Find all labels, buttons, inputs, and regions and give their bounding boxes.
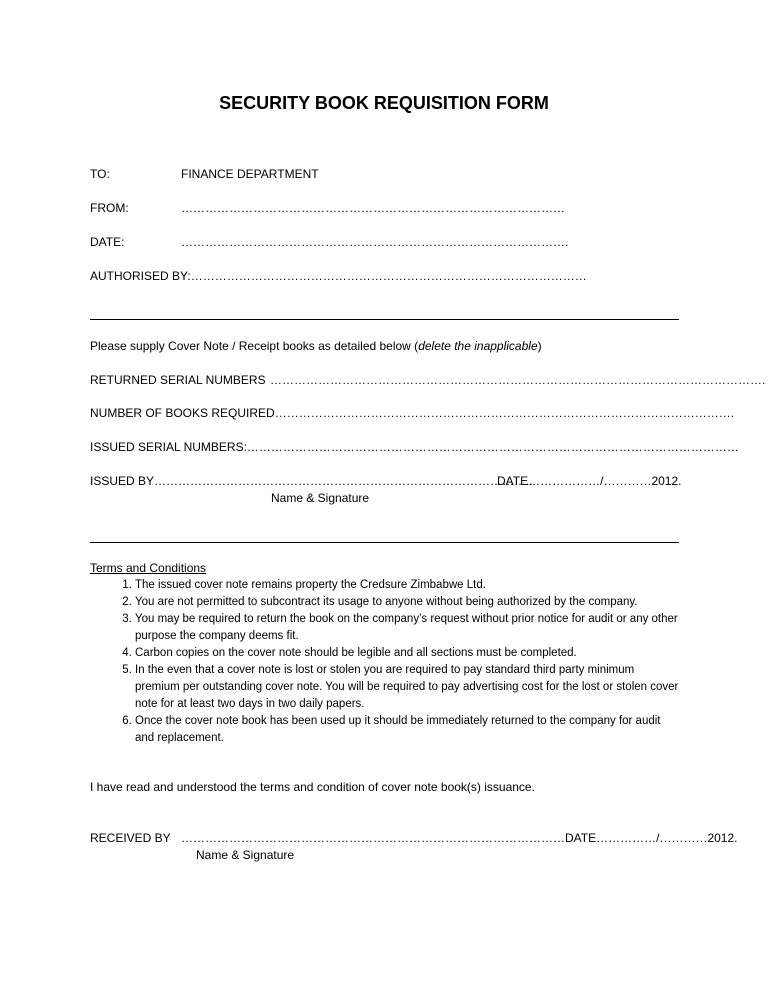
issued-date-field[interactable]: DATE………………/…………2012. <box>497 474 682 488</box>
terms-item: 1. The issued cover note remains property the Credsure Zimbabwe Ltd. <box>135 577 680 594</box>
terms-item: 3. You may be required to return the book on the company’s request without prior notice for audit or any other purpose the company deems fit. <box>135 611 680 645</box>
issued-by-field[interactable]: ISSUED BY………………………………………………………………………………….. <box>90 474 533 488</box>
received-signature-caption: Name & Signature <box>196 848 295 862</box>
to-value: FINANCE DEPARTMENT <box>181 167 319 181</box>
issued-signature-caption: Name & Signature <box>271 491 370 505</box>
terms-heading: Terms and Conditions <box>90 561 207 575</box>
received-by-label: RECEIVED BY <box>90 831 171 845</box>
from-label: FROM: <box>90 201 129 215</box>
form-title: SECURITY BOOK REQUISITION FORM <box>219 93 549 113</box>
returned-serial-label: RETURNED SERIAL NUMBERS <box>90 373 266 387</box>
issued-serial-field[interactable]: ISSUED SERIAL NUMBERS:…………………………………………………………………………………………………………… <box>90 440 739 454</box>
acknowledgement-text: I have read and understood the terms and condition of cover note book(s) issuance. <box>90 780 535 794</box>
books-required-field[interactable]: NUMBER OF BOOKS REQUIRED……………………………………………………………………………………………………. <box>90 406 735 420</box>
request-intro <box>90 339 542 353</box>
divider <box>90 542 679 543</box>
terms-list <box>90 577 680 747</box>
date-field[interactable]: ……………………………………………………………………………………. <box>181 235 569 249</box>
date-label: DATE: <box>90 235 125 249</box>
terms-item: 2. You are not permitted to subcontract its usage to anyone without being authorized by the company. <box>135 594 680 611</box>
terms-item: 5. In the even that a cover note is lost or stolen you are required to pay standard third party minimum premium per outstanding cover note. You will be required to pay advertising cost for the lost or stolen cover note for at least two days in two daily papers. <box>135 662 680 713</box>
divider <box>90 319 679 320</box>
to-label: TO: <box>90 167 110 181</box>
terms-item: 4. Carbon copies on the cover note should be legible and all sections must be completed. <box>135 645 680 662</box>
terms-item: 6. Once the cover note book has been used up it should be immediately returned to the company for audit and replacement. <box>135 713 680 747</box>
received-by-field[interactable]: ……………………………………………………………………………………DATE……………/…………2012. <box>181 831 738 845</box>
request-intro-italic: delete the inapplicable <box>418 339 538 353</box>
returned-serial-field[interactable]: ……………………………………………………………………………………………………………. <box>270 373 766 387</box>
request-intro-end: ) <box>537 339 542 353</box>
from-field[interactable]: …………………………………………………………………………………… <box>181 201 565 215</box>
request-intro-text: Please supply Cover Note / Receipt books as detailed below ( <box>90 339 419 353</box>
authorised-by-field[interactable]: AUTHORISED BY:……………………………………………………………………………………… <box>90 269 587 283</box>
